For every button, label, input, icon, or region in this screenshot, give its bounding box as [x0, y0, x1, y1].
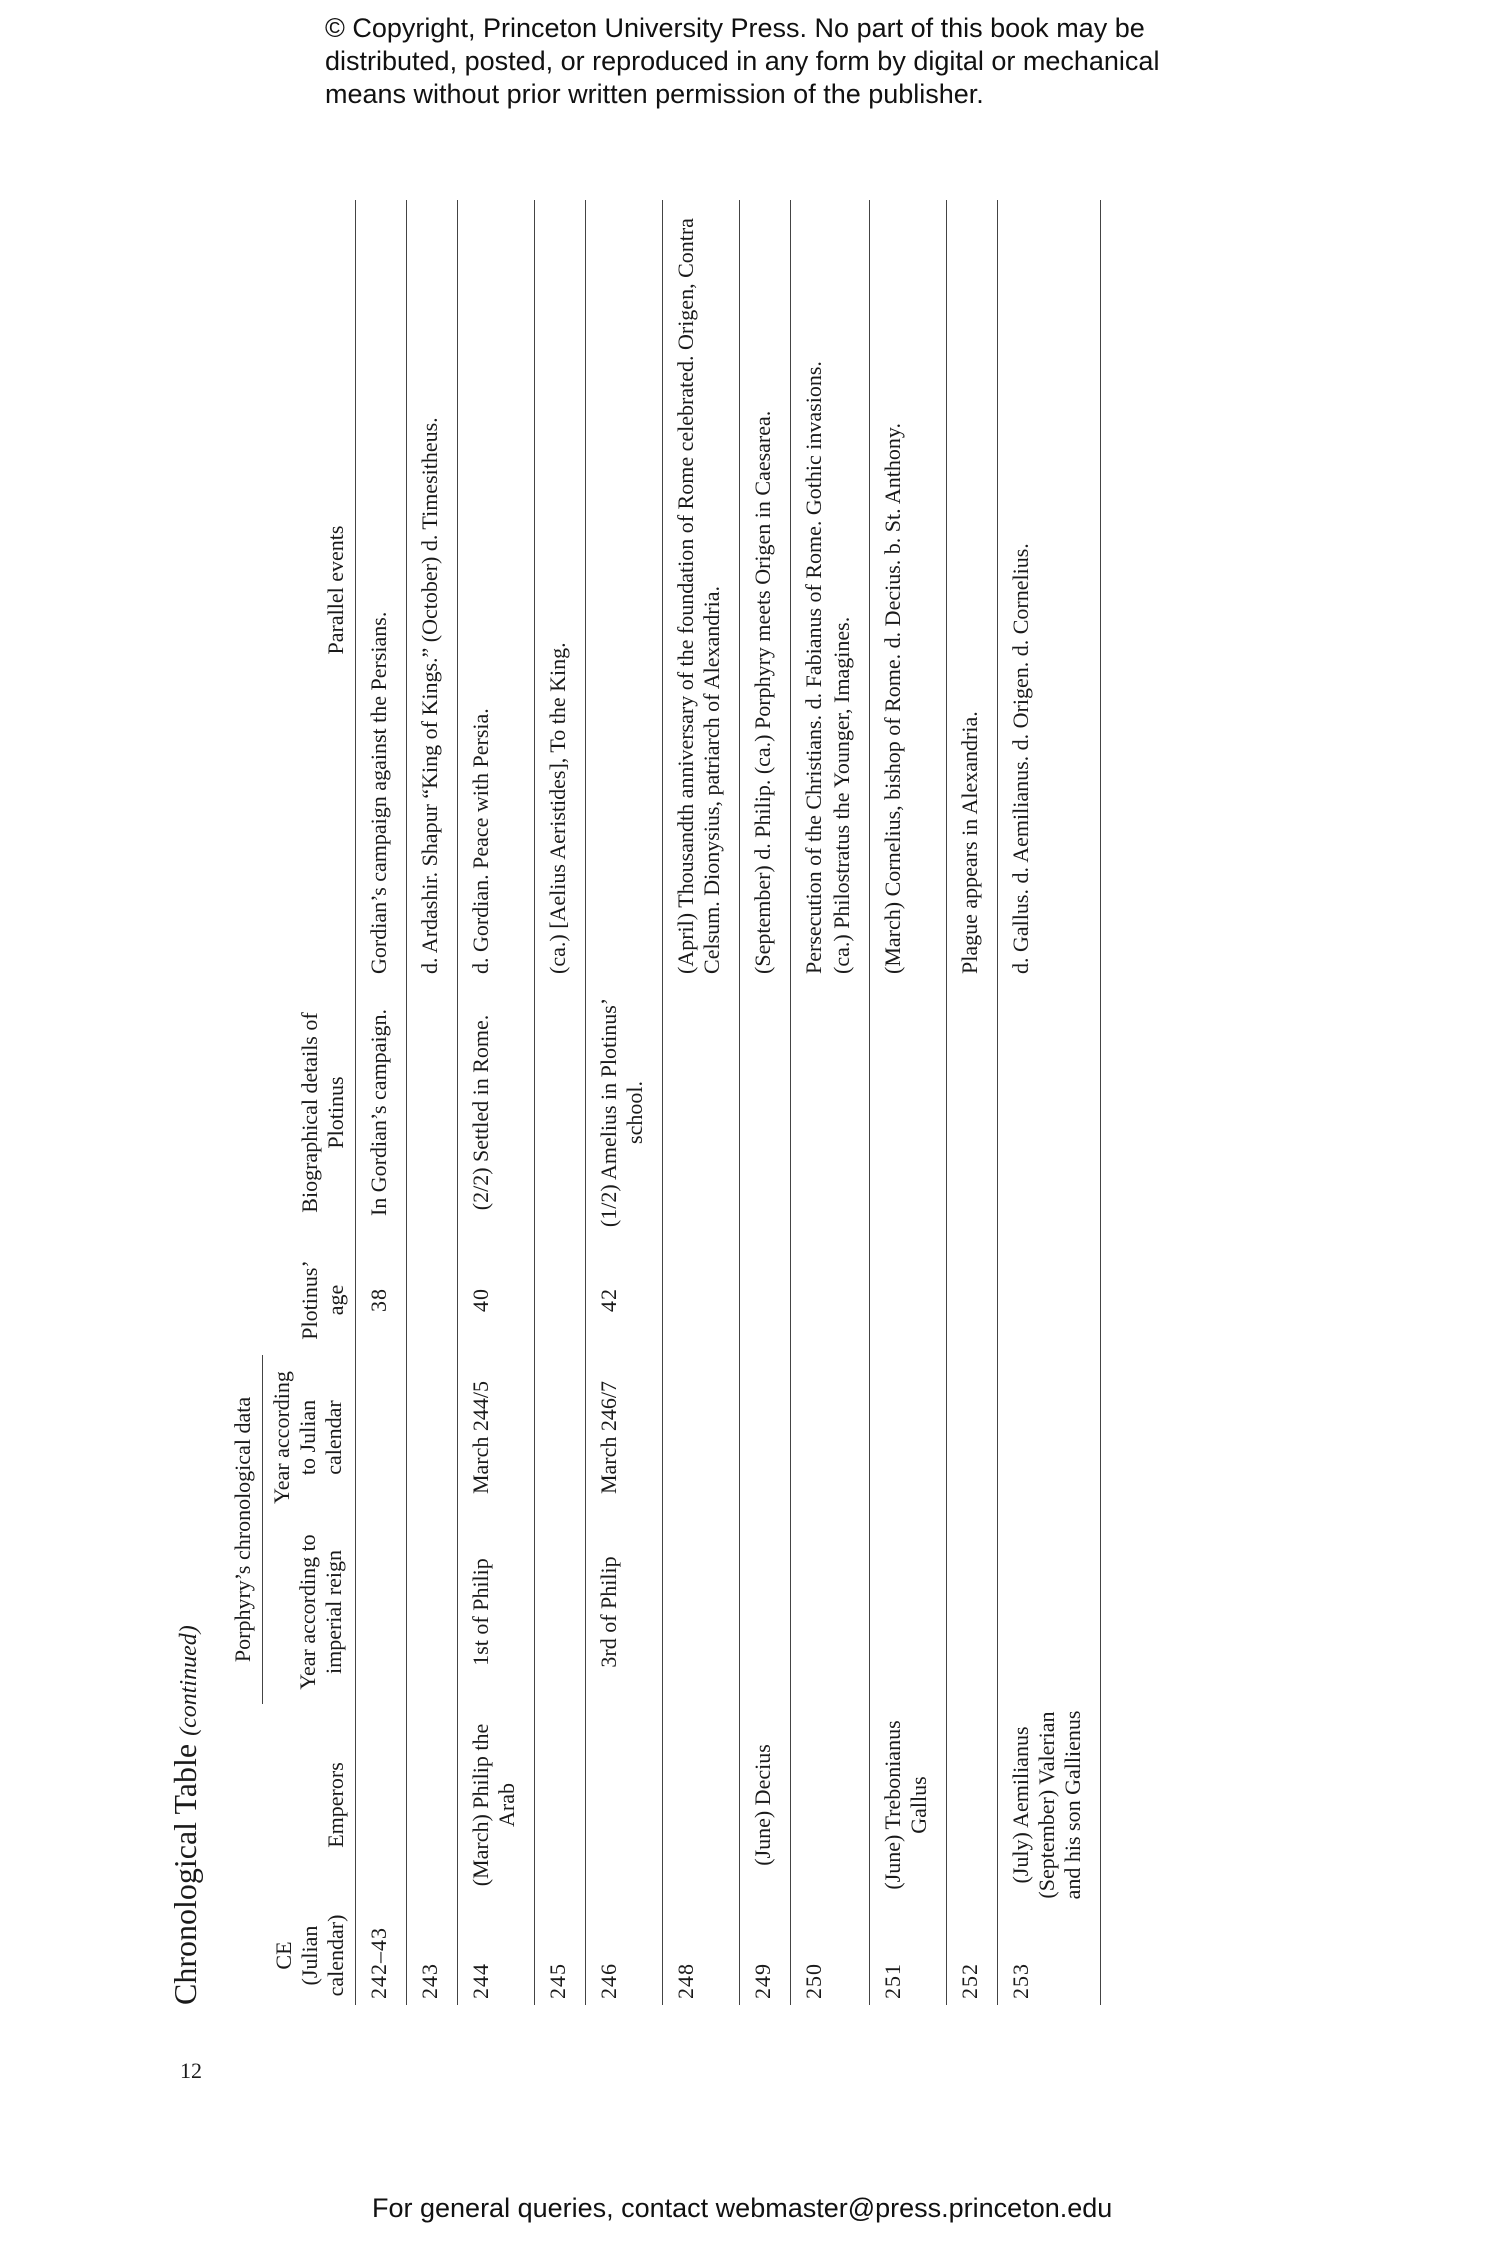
- table-row: [356, 200, 407, 2005]
- event-line: Gordian’s campaign against the Persians.: [366, 611, 391, 974]
- cell-bio: [870, 980, 947, 1245]
- cell-reign: [947, 1520, 998, 1704]
- event-line: d. Gallus. d. Aemilianus. d. Origen. d. Cornelius.: [1008, 543, 1033, 974]
- cell-julian: [791, 1355, 870, 1520]
- cell-reign: [407, 1520, 458, 1704]
- cell-reign: 1st of Philip: [458, 1520, 535, 1704]
- cell-ce: 249: [740, 1906, 791, 2005]
- event-line: Plague appears in Alexandria.: [957, 711, 982, 974]
- cell-bio: [407, 980, 458, 1245]
- cell-age: [947, 1245, 998, 1355]
- cell-bio: (2/2) Settled in Rome.: [458, 980, 535, 1245]
- cell-age: [870, 1245, 947, 1355]
- cell-events: [458, 200, 535, 980]
- cell-age: [663, 1245, 740, 1355]
- cell-events: [791, 200, 870, 980]
- cell-events: [740, 200, 791, 980]
- footer-contact: For general queries, contact webmaster@press.princeton.edu: [372, 2193, 1113, 2223]
- page-number: 12: [180, 2058, 202, 2083]
- cell-bio: [740, 980, 791, 1245]
- cell-bio: [998, 980, 1101, 1245]
- table-row: [586, 200, 663, 2005]
- event-line: (March) Cornelius, bishop of Rome. d. Decius. b. St. Anthony.: [880, 423, 905, 974]
- event-line: (ca.) Philostratus the Younger, Imagines.: [829, 616, 854, 974]
- cell-bio: [535, 980, 586, 1245]
- cell-emperor: (July) Aemilianus (September) Valerian and his son Gallienus: [998, 1704, 1101, 1906]
- cell-ce: 253: [998, 1906, 1101, 2005]
- table-body: [356, 200, 1101, 2005]
- cell-ce: 251: [870, 1906, 947, 2005]
- cell-events: [356, 200, 407, 980]
- cell-reign: 3rd of Philip: [586, 1520, 663, 1704]
- cell-emperor: [586, 1704, 663, 1906]
- table-title-main: Chronological Table: [167, 1743, 203, 2005]
- cell-age: 40: [458, 1245, 535, 1355]
- table-row: [870, 200, 947, 2005]
- cell-events: [870, 200, 947, 980]
- cell-julian: [535, 1355, 586, 1520]
- cell-ce: 242–43: [356, 1906, 407, 2005]
- table-title: [167, 1625, 207, 2005]
- cell-emperor: (June) Decius: [740, 1704, 791, 1906]
- col-header-ce: CE (Julian calendar): [271, 1914, 348, 1997]
- event-line: (April) Thousandth anniversary of the foundation of Rome celebrated. Origen, Contra Celsum. Dionysius, patriarch of Alexandria.: [673, 218, 724, 974]
- cell-reign: [791, 1520, 870, 1704]
- cell-bio: [791, 980, 870, 1245]
- cell-bio: [663, 980, 740, 1245]
- cell-events: [998, 200, 1101, 980]
- cell-emperor: [356, 1704, 407, 1906]
- col-header-emperors: Emperors: [323, 1762, 348, 1848]
- cell-julian: [356, 1355, 407, 1520]
- cell-reign: [663, 1520, 740, 1704]
- table-row: [407, 200, 458, 2005]
- cell-ce: 248: [663, 1906, 740, 2005]
- col-header-events: Parallel events: [323, 525, 348, 655]
- cell-emperor: (June) Trebonianus Gallus: [870, 1704, 947, 1906]
- cell-age: 42: [586, 1245, 663, 1355]
- cell-emperor: (March) Philip the Arab: [458, 1704, 535, 1906]
- event-line: (September) d. Philip. (ca.) Porphyry meets Origen in Caesarea.: [750, 410, 775, 974]
- cell-age: [791, 1245, 870, 1355]
- cell-reign: [740, 1520, 791, 1704]
- cell-reign: [998, 1520, 1101, 1704]
- cell-emperor: [663, 1704, 740, 1906]
- cell-events: [407, 200, 458, 980]
- col-header-porphyry-group: Porphyry’s chronological data: [202, 1355, 263, 1704]
- cell-bio: [947, 980, 998, 1245]
- cell-emperor: [947, 1704, 998, 1906]
- cell-ce: 244: [458, 1906, 535, 2005]
- cell-bio: (1/2) Amelius in Plotinus’ school.: [586, 980, 663, 1245]
- event-line: d. Ardashir. Shapur “King of Kings.” (October) d. Timesitheus.: [417, 417, 442, 974]
- cell-julian: [663, 1355, 740, 1520]
- cell-ce: 252: [947, 1906, 998, 2005]
- cell-julian: March 246/7: [586, 1355, 663, 1520]
- event-line: d. Gordian. Peace with Persia.: [468, 708, 493, 974]
- cell-age: [740, 1245, 791, 1355]
- cell-age: [535, 1245, 586, 1355]
- table-row: [947, 200, 998, 2005]
- cell-julian: [870, 1355, 947, 1520]
- chronological-table: [202, 200, 1101, 2005]
- cell-julian: March 244/5: [458, 1355, 535, 1520]
- cell-events: [535, 200, 586, 980]
- cell-emperor: [407, 1704, 458, 1906]
- cell-ce: 246: [586, 1906, 663, 2005]
- cell-age: [998, 1245, 1101, 1355]
- table-row: [998, 200, 1101, 2005]
- cell-julian: [740, 1355, 791, 1520]
- table-row: [740, 200, 791, 2005]
- cell-reign: [356, 1520, 407, 1704]
- cell-age: [407, 1245, 458, 1355]
- table-row: [663, 200, 740, 2005]
- cell-events: [947, 200, 998, 980]
- col-header-year-reign: Year according to imperial reign: [263, 1520, 356, 1704]
- col-header-age: Plotinus’ age: [297, 1260, 348, 1340]
- table-title-qualifier: (continued): [176, 1625, 202, 1736]
- cell-emperor: [535, 1704, 586, 1906]
- cell-events: [663, 200, 740, 980]
- copyright-notice: © Copyright, Princeton University Press. No part of this book may be distributed, posted, or reproduced in any form by digital or mechanical means without prior written permission of the publisher.: [325, 13, 1160, 109]
- cell-julian: [947, 1355, 998, 1520]
- rotated-table-page: [145, 200, 1330, 2005]
- cell-bio: In Gordian’s campaign.: [356, 980, 407, 1245]
- cell-ce: 245: [535, 1906, 586, 2005]
- event-line: (ca.) [Aelius Aeristides], To the King.: [545, 642, 570, 974]
- cell-reign: [535, 1520, 586, 1704]
- cell-ce: 250: [791, 1906, 870, 2005]
- cell-julian: [407, 1355, 458, 1520]
- event-line: Persecution of the Christians. d. Fabianus of Rome. Gothic invasions.: [801, 361, 826, 974]
- cell-ce: 243: [407, 1906, 458, 2005]
- cell-events: [586, 200, 663, 980]
- col-header-year-julian: Year according to Julian calendar: [263, 1355, 356, 1520]
- cell-emperor: [791, 1704, 870, 1906]
- table-row: [458, 200, 535, 2005]
- cell-age: 38: [356, 1245, 407, 1355]
- cell-julian: [998, 1355, 1101, 1520]
- table-row: [535, 200, 586, 2005]
- table-row: [791, 200, 870, 2005]
- col-header-bio: Biographical details of Plotinus: [297, 1012, 348, 1213]
- cell-reign: [870, 1520, 947, 1704]
